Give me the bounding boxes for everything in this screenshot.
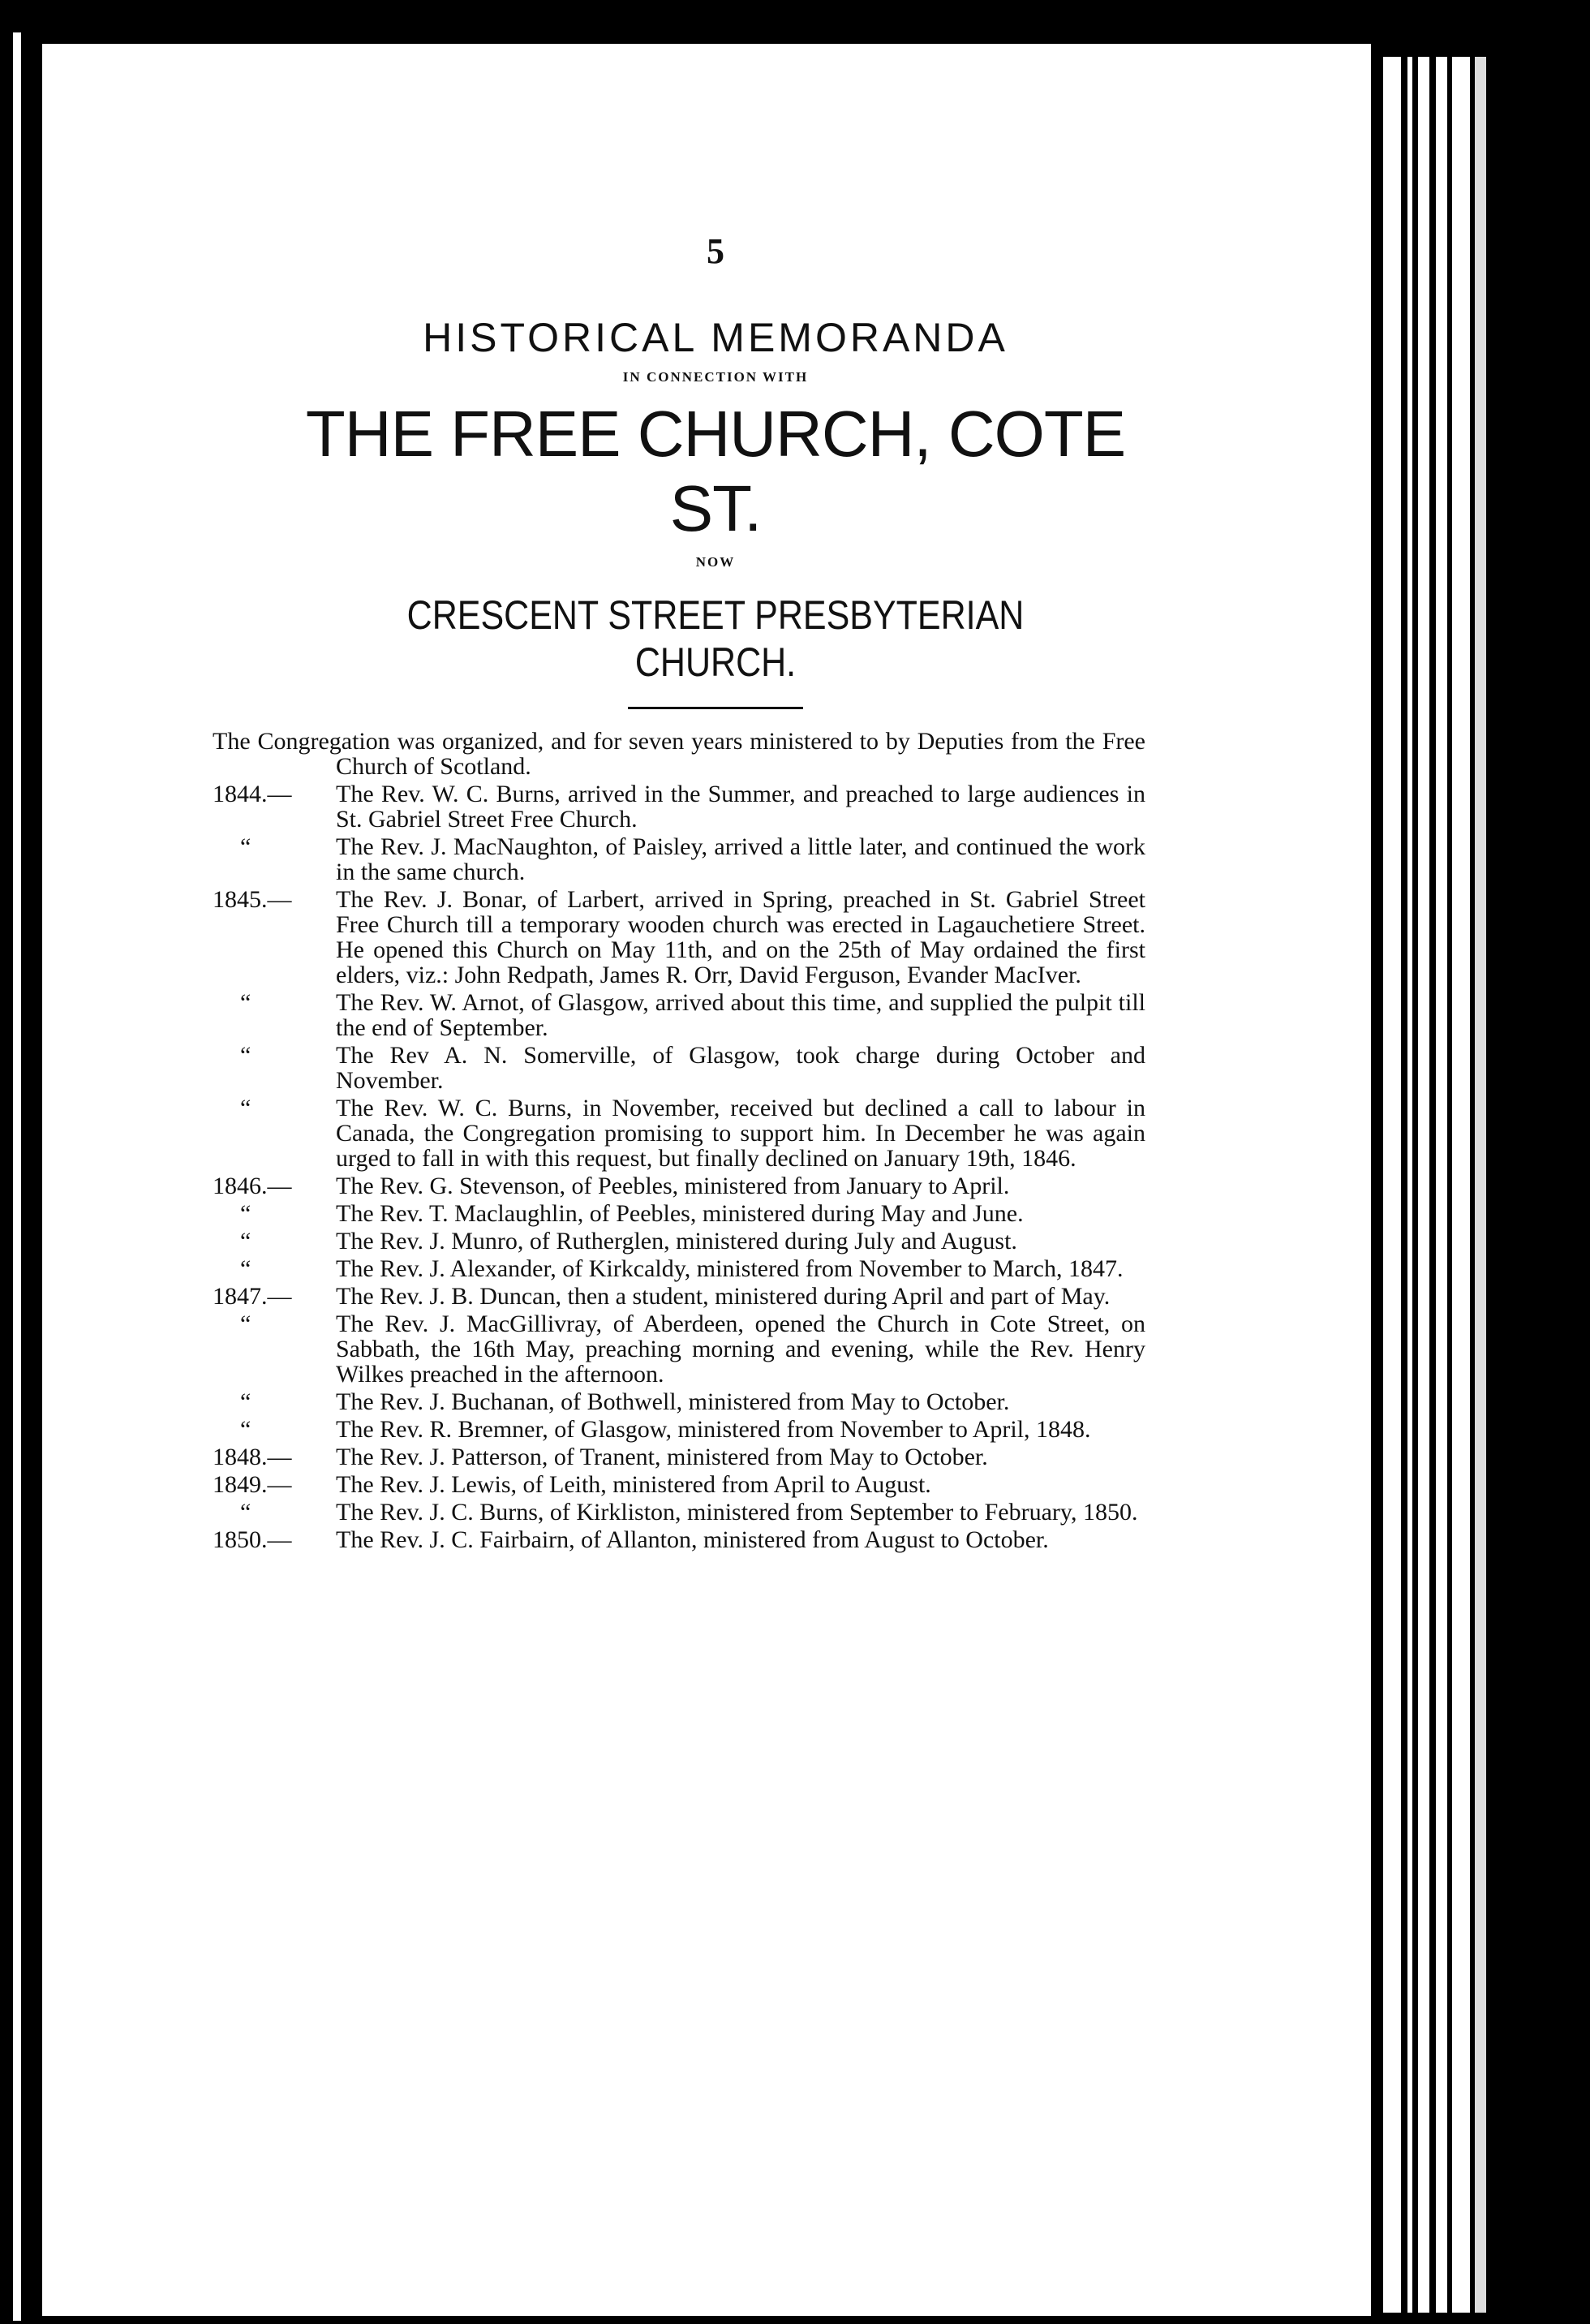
memoranda-entry <box>213 781 1145 832</box>
entry-year: “ <box>240 1499 251 1526</box>
entry-year: “ <box>240 1200 251 1227</box>
memoranda-entry <box>213 1444 1145 1470</box>
entry-text: The Rev. G. Stevenson, of Peebles, ministered from January to April. <box>336 1173 1010 1199</box>
entry-year: “ <box>240 1388 251 1415</box>
entry-text: The Rev. J. C. Fairbairn, of Allanton, ministered from August to October. <box>336 1526 1049 1553</box>
entry-list <box>213 781 1145 1552</box>
memoranda-entry <box>213 1389 1145 1414</box>
entry-year: 1847.— <box>213 1283 292 1310</box>
entry-year: 1849.— <box>213 1471 292 1498</box>
page-fore-edge <box>1436 57 1447 2313</box>
entry-text: The Rev. J. Patterson, of Tranent, ministered from May to October. <box>336 1444 988 1470</box>
page-number: 5 <box>707 231 724 271</box>
intro-paragraph <box>213 729 1145 779</box>
entry-year: “ <box>240 833 251 860</box>
memoranda-entry <box>213 1229 1145 1254</box>
intro-text: The Congregation was organized, and for seven years ministered to by Deputies from the Free Church of Scotland. <box>213 728 1145 780</box>
entry-text: The Rev. W. Arnot, of Glasgow, arrived about this time, and supplied the pulpit till the end of September. <box>336 989 1145 1041</box>
entry-year: “ <box>240 1416 251 1443</box>
page-fore-edge <box>1383 57 1401 2313</box>
memoranda-entry <box>213 1472 1145 1497</box>
memoranda-entry <box>213 1417 1145 1442</box>
entry-year: “ <box>240 1095 251 1121</box>
memoranda-entry <box>213 1527 1145 1552</box>
entry-year: “ <box>240 1310 251 1337</box>
entry-text: The Rev. J. Lewis, of Leith, ministered from April to August. <box>336 1471 931 1498</box>
entry-year: 1848.— <box>213 1444 292 1470</box>
church-name: THE FREE CHURCH, COTE ST. <box>305 398 1126 544</box>
new-church-name: CRESCENT STREET PRESBYTERIAN CHURCH. <box>406 592 1025 685</box>
memoranda-entry <box>213 1173 1145 1199</box>
memoranda-entry <box>213 1500 1145 1525</box>
page-fore-edge <box>1452 57 1470 2313</box>
memoranda-entry <box>213 1043 1145 1093</box>
entry-year: “ <box>240 1228 251 1255</box>
entry-text: The Rev. R. Bremner, of Glasgow, ministered from November to April, 1848. <box>336 1416 1091 1443</box>
entry-text: The Rev. J. MacGillivray, of Aberdeen, opened the Church in Cote Street, on Sabbath, the 16th May, preaching morning and evening, while the Rev. Henry Wilkes preached in the afternoon. <box>336 1310 1145 1388</box>
memoranda-entry <box>213 1284 1145 1309</box>
entry-year: “ <box>240 1255 251 1282</box>
page-content <box>213 230 1145 1555</box>
memoranda-entry <box>213 887 1145 988</box>
memoranda-entry <box>213 1256 1145 1281</box>
entry-text: The Rev. T. Maclaughlin, of Peebles, ministered during May and June. <box>336 1200 1024 1227</box>
entry-year: 1846.— <box>213 1173 292 1199</box>
heading: HISTORICAL MEMORANDA <box>423 315 1008 360</box>
memoranda-entry <box>213 834 1145 884</box>
entry-year: 1850.— <box>213 1526 292 1553</box>
memoranda-entry <box>213 990 1145 1040</box>
memoranda-entry <box>213 1095 1145 1171</box>
entry-text: The Rev. W. C. Burns, in November, received but declined a call to labour in Canada, the Congregation promising to support him. In December he was again urged to fall in with this request, but finally declined on January 19th, 1846. <box>336 1095 1145 1172</box>
entry-year: “ <box>240 989 251 1016</box>
memoranda-entry <box>213 1201 1145 1226</box>
now-label: NOW <box>695 554 736 570</box>
memoranda-list <box>213 729 1145 1552</box>
left-page-edge <box>13 32 21 2321</box>
entry-text: The Rev A. N. Somerville, of Glasgow, took charge during October and November. <box>336 1042 1145 1094</box>
entry-text: The Rev. J. Bonar, of Larbert, arrived in Spring, preached in St. Gabriel Street Free Church till a temporary wooden church was erected in Lagauchetiere Street. He opened this Church on May 11th, and on the 25th of May ordained the first elders, viz.: John Redpath, James R. Orr, David Ferguson, Evander MacIver. <box>336 886 1145 988</box>
memoranda-entry <box>213 1311 1145 1387</box>
entry-text: The Rev. W. C. Burns, arrived in the Summer, and preached to large audiences in St. Gabriel Street Free Church. <box>336 781 1145 833</box>
page-fore-edge <box>1407 57 1412 2313</box>
entry-text: The Rev. J. MacNaughton, of Paisley, arrived a little later, and continued the work in the same church. <box>336 833 1145 885</box>
entry-text: The Rev. J. Alexander, of Kirkcaldy, ministered from November to March, 1847. <box>336 1255 1124 1282</box>
divider-rule <box>628 707 803 709</box>
entry-text: The Rev. J. Buchanan, of Bothwell, ministered from May to October. <box>336 1388 1010 1415</box>
entry-text: The Rev. J. Munro, of Rutherglen, ministered during July and August. <box>336 1228 1017 1255</box>
page-fore-edge <box>1475 57 1486 2313</box>
connector-text: IN CONNECTION WITH <box>622 369 809 385</box>
entry-year: 1845.— <box>213 886 292 913</box>
entry-year: 1844.— <box>213 781 292 807</box>
book-page <box>42 44 1371 2316</box>
page-fore-edge <box>1418 57 1429 2313</box>
entry-text: The Rev. J. C. Burns, of Kirkliston, ministered from September to February, 1850. <box>336 1499 1138 1526</box>
entry-text: The Rev. J. B. Duncan, then a student, ministered during April and part of May. <box>336 1283 1111 1310</box>
entry-year: “ <box>240 1042 251 1069</box>
